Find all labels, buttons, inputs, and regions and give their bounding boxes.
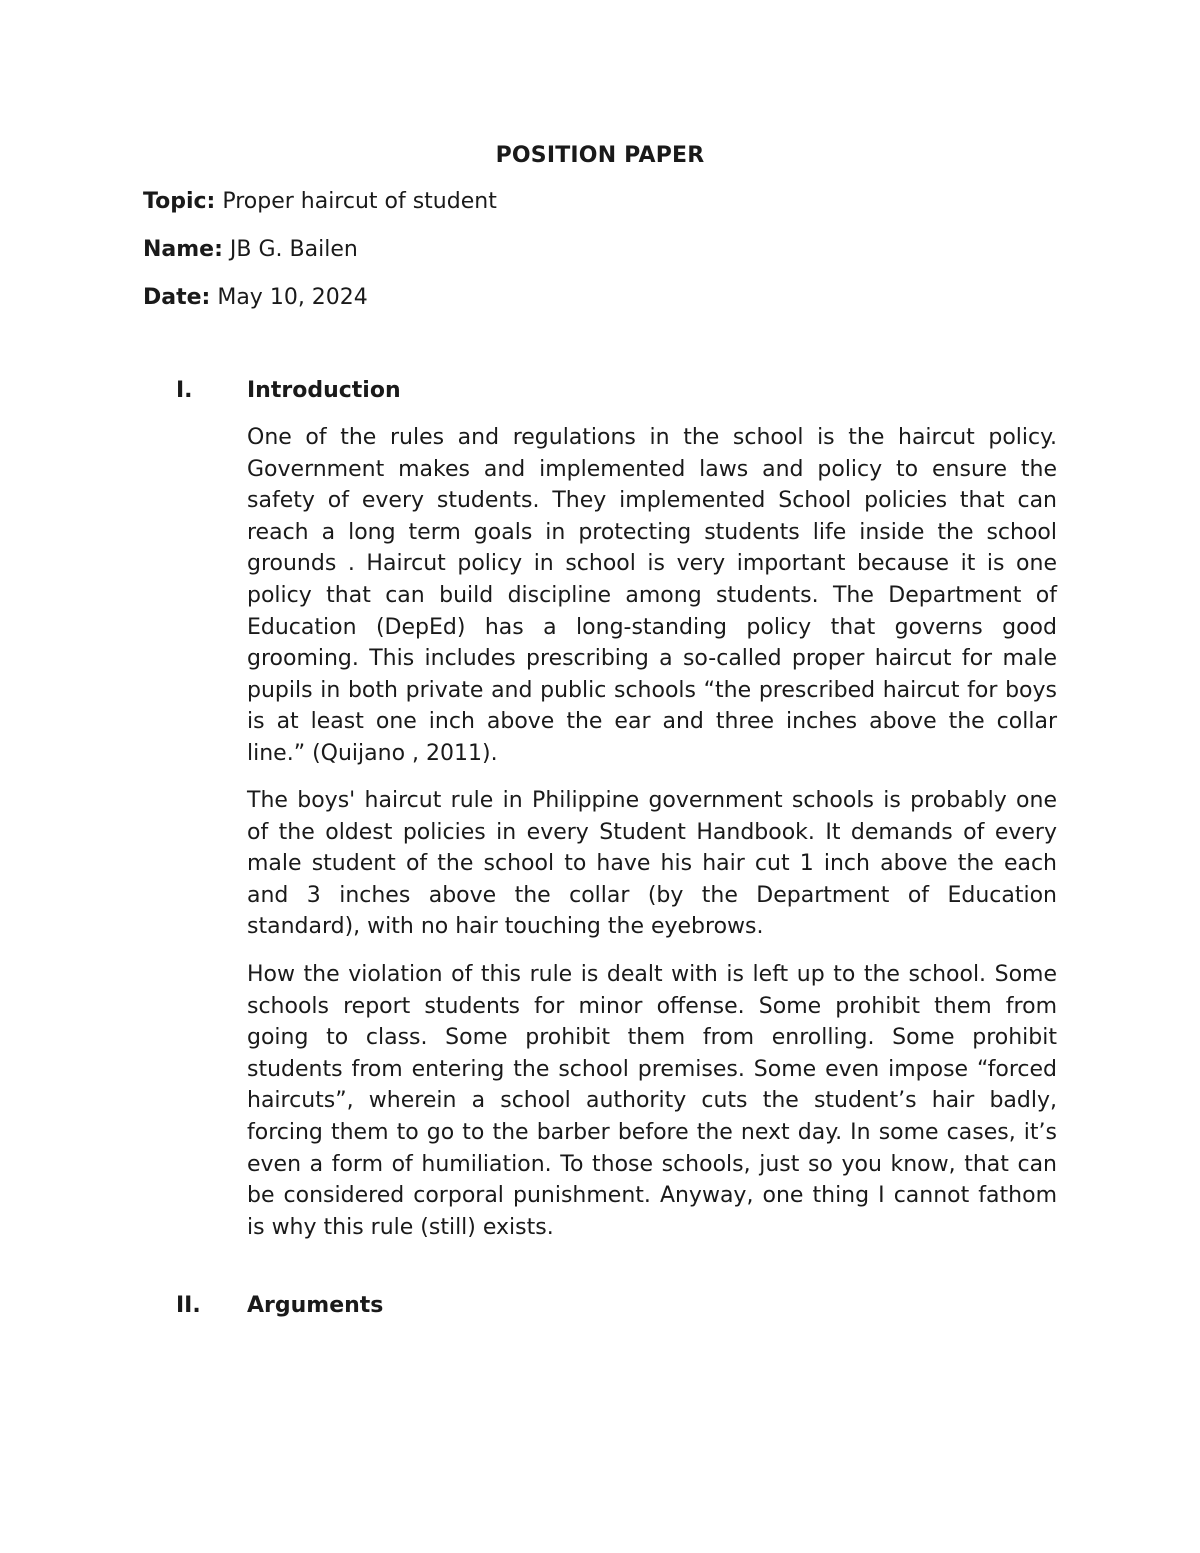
section-number-introduction: I. xyxy=(176,378,193,403)
introduction-paragraph-2: The boys' haircut rule in Philippine government schools is probably one of the oldest policies in every Student Handbook. It demands of every male student of the school to have his hair cut 1 inch above the each and 3 inches above the collar (by the Department of Education standard), with no hair touching the eyebrows. xyxy=(247,788,1057,940)
section-number-arguments: II. xyxy=(176,1293,201,1318)
topic-value: Proper haircut of student xyxy=(222,189,497,214)
document-title: POSITION PAPER xyxy=(495,143,705,168)
name-value: JB G. Bailen xyxy=(229,237,358,262)
section-heading-introduction: Introduction xyxy=(247,378,401,403)
topic-line xyxy=(143,188,497,216)
date-value: May 10, 2024 xyxy=(217,285,368,310)
introduction-paragraph-1: One of the rules and regulations in the school is the haircut policy. Government makes and implemented laws and policy to ensure the safety of every students. They implemented School policies that can reach a long term goals in protecting students life inside the school grounds . Haircut policy in school is very important because it is one policy that can build discipline among students. The Department of Education (DepEd) has a long-standing policy that governs good grooming. This includes prescribing a so-called proper haircut for male pupils in both private and public schools “the prescribed haircut for boys is at least one inch above the ear and three inches above the collar line.” (Quijano , 2011). xyxy=(247,425,1057,766)
section-heading-arguments: Arguments xyxy=(247,1293,384,1318)
introduction-paragraph-3: How the violation of this rule is dealt with is left up to the school. Some schools report students for minor offense. Some prohibit them from going to class. Some prohibit them from enrolling. Some prohibit students from entering the school premises. Some even impose “forced haircuts”, wherein a school authority cuts the student’s hair badly, forcing them to go to the barber before the next day. In some cases, it’s even a form of humiliation. To those schools, just so you know, that can be considered corporal punishment. Anyway, one thing I cannot fathom is why this rule (still) exists. xyxy=(247,962,1057,1240)
name-line xyxy=(143,236,358,264)
date-label: Date: xyxy=(143,285,211,310)
date-line xyxy=(143,284,368,312)
topic-label: Topic: xyxy=(143,189,216,214)
name-label: Name: xyxy=(143,237,223,262)
